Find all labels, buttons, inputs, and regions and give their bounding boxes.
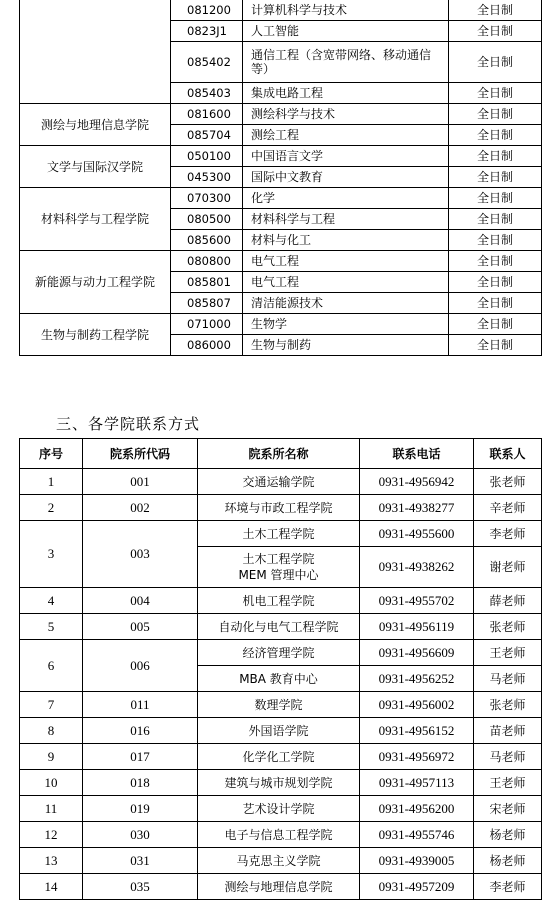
table-row	[20, 469, 542, 495]
row-phone: 0931-4956252	[360, 666, 474, 692]
row-name: 化学化工学院	[198, 744, 360, 770]
row-code: 004	[83, 588, 198, 614]
row-person: 王老师	[474, 770, 542, 796]
table-row	[20, 314, 542, 335]
row-person: 张老师	[474, 469, 542, 495]
row-person: 马老师	[474, 666, 542, 692]
major-name: 测绘工程	[243, 125, 449, 146]
major-code: 086000	[171, 335, 243, 356]
row-name: 土木工程学院 MEM 管理中心	[198, 547, 360, 588]
header-person: 联系人	[474, 439, 542, 469]
major-name: 人工智能	[243, 21, 449, 42]
table-row	[20, 251, 542, 272]
study-mode: 全日制	[449, 314, 542, 335]
row-code: 001	[83, 469, 198, 495]
row-person: 张老师	[474, 614, 542, 640]
study-mode: 全日制	[449, 167, 542, 188]
row-name: 机电工程学院	[198, 588, 360, 614]
row-code: 003	[83, 521, 198, 588]
study-mode: 全日制	[449, 188, 542, 209]
row-no: 1	[20, 469, 83, 495]
major-code: 081600	[171, 104, 243, 125]
header-name: 院系所名称	[198, 439, 360, 469]
row-phone: 0931-4956609	[360, 640, 474, 666]
major-name: 电气工程	[243, 272, 449, 293]
dept-cell: 新能源与动力工程学院	[20, 251, 171, 314]
dept-cell: 材料科学与工程学院	[20, 188, 171, 251]
major-name: 国际中文教育	[243, 167, 449, 188]
study-mode: 全日制	[449, 42, 542, 83]
row-person: 薛老师	[474, 588, 542, 614]
row-name: 环境与市政工程学院	[198, 495, 360, 521]
study-mode: 全日制	[449, 335, 542, 356]
header-phone: 联系电话	[360, 439, 474, 469]
row-person: 谢老师	[474, 547, 542, 588]
table-row	[20, 822, 542, 848]
row-name: 建筑与城市规划学院	[198, 770, 360, 796]
dept-cell: 测绘与地理信息学院	[20, 104, 171, 146]
major-code: 050100	[171, 146, 243, 167]
row-name: 自动化与电气工程学院	[198, 614, 360, 640]
row-code: 018	[83, 770, 198, 796]
table-row	[20, 104, 542, 125]
row-phone: 0931-4957113	[360, 770, 474, 796]
table-row	[20, 744, 542, 770]
table-row	[20, 770, 542, 796]
major-name: 生物学	[243, 314, 449, 335]
row-person: 宋老师	[474, 796, 542, 822]
row-no: 12	[20, 822, 83, 848]
row-person: 王老师	[474, 640, 542, 666]
row-phone: 0931-4955746	[360, 822, 474, 848]
major-name: 清洁能源技术	[243, 293, 449, 314]
table-row	[20, 188, 542, 209]
table-header-row	[20, 439, 542, 469]
row-name: 马克思主义学院	[198, 848, 360, 874]
study-mode: 全日制	[449, 125, 542, 146]
row-code: 016	[83, 718, 198, 744]
major-code: 085807	[171, 293, 243, 314]
row-person: 李老师	[474, 521, 542, 547]
row-no: 7	[20, 692, 83, 718]
major-code: 085704	[171, 125, 243, 146]
row-name: 交通运输学院	[198, 469, 360, 495]
major-name: 生物与制药	[243, 335, 449, 356]
row-code: 019	[83, 796, 198, 822]
row-code: 011	[83, 692, 198, 718]
major-code: 080800	[171, 251, 243, 272]
row-no: 2	[20, 495, 83, 521]
major-name: 材料与化工	[243, 230, 449, 251]
major-name: 材料科学与工程	[243, 209, 449, 230]
row-person: 张老师	[474, 692, 542, 718]
study-mode: 全日制	[449, 272, 542, 293]
row-no: 10	[20, 770, 83, 796]
row-name: 数理学院	[198, 692, 360, 718]
row-phone: 0931-4938277	[360, 495, 474, 521]
study-mode: 全日制	[449, 146, 542, 167]
row-no: 9	[20, 744, 83, 770]
dept-cell	[20, 0, 171, 104]
row-phone: 0931-4955600	[360, 521, 474, 547]
row-code: 017	[83, 744, 198, 770]
table-row	[20, 640, 542, 666]
major-code: 085600	[171, 230, 243, 251]
row-person: 辛老师	[474, 495, 542, 521]
row-phone: 0931-4938262	[360, 547, 474, 588]
row-phone: 0931-4956972	[360, 744, 474, 770]
header-code: 院系所代码	[83, 439, 198, 469]
table-row	[20, 848, 542, 874]
major-code: 070300	[171, 188, 243, 209]
row-phone: 0931-4957209	[360, 874, 474, 900]
row-no: 13	[20, 848, 83, 874]
major-code: 080500	[171, 209, 243, 230]
row-phone: 0931-4956119	[360, 614, 474, 640]
dept-cell: 文学与国际汉学院	[20, 146, 171, 188]
row-phone: 0931-4955702	[360, 588, 474, 614]
row-person: 李老师	[474, 874, 542, 900]
row-no: 3	[20, 521, 83, 588]
row-name: 测绘与地理信息学院	[198, 874, 360, 900]
row-code: 005	[83, 614, 198, 640]
major-code: 0823J1	[171, 21, 243, 42]
study-mode: 全日制	[449, 209, 542, 230]
row-code: 031	[83, 848, 198, 874]
row-code: 002	[83, 495, 198, 521]
table-row	[20, 0, 542, 21]
row-phone: 0931-4956152	[360, 718, 474, 744]
row-person: 杨老师	[474, 822, 542, 848]
row-no: 4	[20, 588, 83, 614]
row-phone: 0931-4939005	[360, 848, 474, 874]
table-row	[20, 692, 542, 718]
major-name: 通信工程（含宽带网络、移动通信等）	[243, 42, 449, 83]
row-phone: 0931-4956200	[360, 796, 474, 822]
row-name: 外国语学院	[198, 718, 360, 744]
row-person: 马老师	[474, 744, 542, 770]
row-name: 土木工程学院	[198, 521, 360, 547]
study-mode: 全日制	[449, 104, 542, 125]
major-name: 中国语言文学	[243, 146, 449, 167]
row-code: 006	[83, 640, 198, 692]
major-name: 电气工程	[243, 251, 449, 272]
row-no: 14	[20, 874, 83, 900]
contacts-table	[19, 438, 542, 900]
table-row	[20, 146, 542, 167]
row-phone: 0931-4956942	[360, 469, 474, 495]
major-code: 085403	[171, 83, 243, 104]
table-row	[20, 614, 542, 640]
row-person: 苗老师	[474, 718, 542, 744]
row-no: 6	[20, 640, 83, 692]
table-row	[20, 588, 542, 614]
table-row	[20, 874, 542, 900]
header-no: 序号	[20, 439, 83, 469]
row-person: 杨老师	[474, 848, 542, 874]
row-no: 11	[20, 796, 83, 822]
section-heading: 三、各学院联系方式	[56, 415, 201, 433]
major-code: 071000	[171, 314, 243, 335]
study-mode: 全日制	[449, 21, 542, 42]
table-row	[20, 796, 542, 822]
row-no: 5	[20, 614, 83, 640]
study-mode: 全日制	[449, 230, 542, 251]
study-mode: 全日制	[449, 293, 542, 314]
row-phone: 0931-4956002	[360, 692, 474, 718]
major-code: 085402	[171, 42, 243, 83]
major-name: 集成电路工程	[243, 83, 449, 104]
study-mode: 全日制	[449, 251, 542, 272]
table-row	[20, 718, 542, 744]
row-code: 035	[83, 874, 198, 900]
major-name: 计算机科学与技术	[243, 0, 449, 21]
table-row	[20, 521, 542, 547]
major-name: 测绘科学与技术	[243, 104, 449, 125]
study-mode: 全日制	[449, 83, 542, 104]
row-name: 艺术设计学院	[198, 796, 360, 822]
major-code: 085801	[171, 272, 243, 293]
dept-cell: 生物与制药工程学院	[20, 314, 171, 356]
table-row	[20, 495, 542, 521]
major-name: 化学	[243, 188, 449, 209]
row-code: 030	[83, 822, 198, 848]
major-code: 045300	[171, 167, 243, 188]
row-no: 8	[20, 718, 83, 744]
majors-table	[19, 0, 542, 356]
study-mode: 全日制	[449, 0, 542, 21]
major-code: 081200	[171, 0, 243, 21]
row-name: 电子与信息工程学院	[198, 822, 360, 848]
row-name: MBA 教育中心	[198, 666, 360, 692]
row-name: 经济管理学院	[198, 640, 360, 666]
